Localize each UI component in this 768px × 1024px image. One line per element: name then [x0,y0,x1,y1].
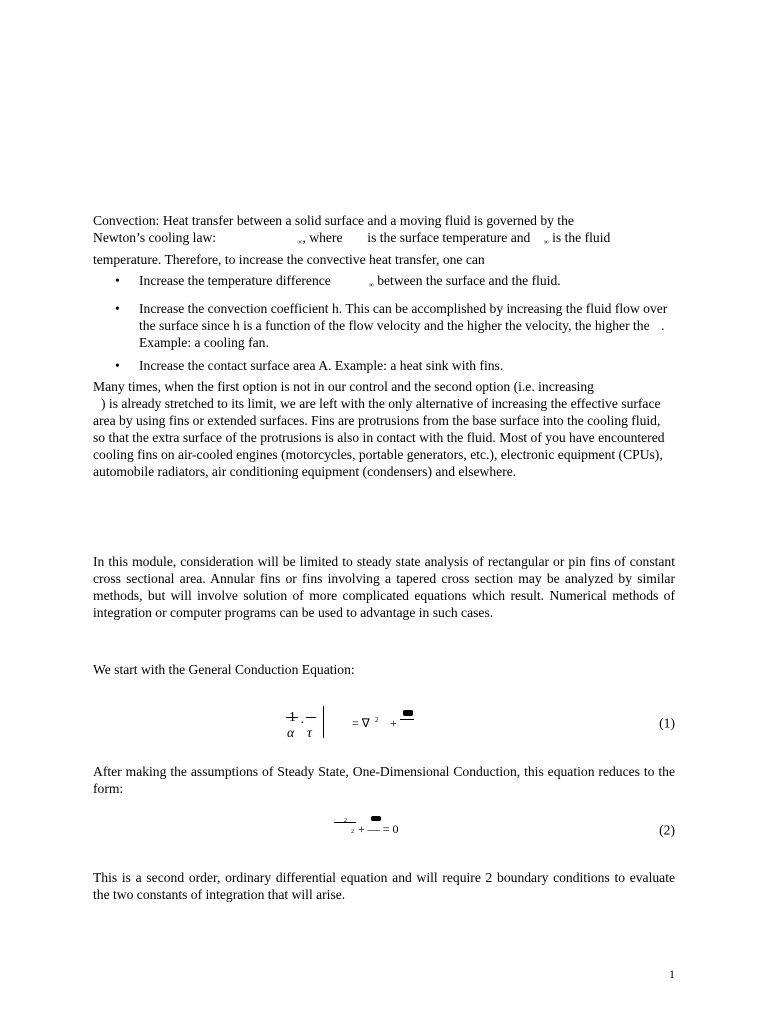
equation-1: 1 α · τ = ∇ 2 + (1) [93,703,675,743]
assumptions-paragraph: After making the assumptions of Steady State, One-Dimensional Conduction, this equation reduces to the form: [93,764,675,796]
intro-paragraph [93,212,675,268]
intro-line-3: temperature. Therefore, to increase the convective heat transfer, one can [93,252,485,267]
fins-paragraph: Many times, when the first option is not in our control and the second option (i.e. increasing ) is already stretched to its limit, we are left with the only alternative of increasing the effective surface area by using fins or extended surfaces. Fins are protrusions from the base surface into the cooling fluid, so that the extra surface of the protrusions is also in contact with the fluid. Most of you have encountered cooling fins on air-cooled engines (motorcycles, portable generators, etc.), electronic equipment (CPUs), automobile radiators, air conditioning equipment (condensers) and elsewhere. [93,379,665,479]
page-number: 1 [669,967,675,981]
intro-line-2: Newton’s cooling law: $_\infty$, where is the surface temperature and $_\infty$ is the fluid [93,230,611,246]
start-sentence: We start with the General Conduction Equation: [93,662,355,677]
intro-line-1: Convection: Heat transfer between a solid surface and a moving fluid is governed by the [93,213,574,228]
inf-subscript: ∞ [368,281,374,289]
inf-subscript: ∞ [297,238,303,246]
list-item: • Increase the contact surface area A. Example: a heat sink with fins. [115,358,504,373]
bullet-icon: • [115,301,120,316]
q-generation-symbol [403,710,413,716]
list-item: • Increase the temperature difference $_\infty$ between the surface and the fluid. [115,273,561,289]
bullet-icon: • [115,273,120,288]
closing-paragraph: This is a second order, ordinary differential equation and will require 2 boundary conditions to evaluate the two constants of integration that will arise. [93,870,675,902]
inf-subscript: ∞ [543,238,549,246]
equation-2: 2 2 + — = 0 (2) [93,810,675,850]
module-scope-paragraph: In this module, consideration will be limited to steady state analysis of rectangular or pin fins of constant cross sectional area. Annular fins or fins involving a tapered cross section may be analyzed by similar methods, but will involve solution of more complicated equations which result. Numerical methods of integration or computer programs can be used to advantage in such cases. [93,554,675,620]
equation-number: (1) [659,715,675,731]
equation-number: (2) [659,822,675,838]
list-item: • Increase the convection coefficient h. This can be accomplished by increasing the fluid flow over the surface since h is a function of the flow velocity and the higher the velocity, the higher the . Example: a cooling fan. [115,301,668,350]
bullet-icon: • [115,358,120,373]
options-list [93,272,675,380]
